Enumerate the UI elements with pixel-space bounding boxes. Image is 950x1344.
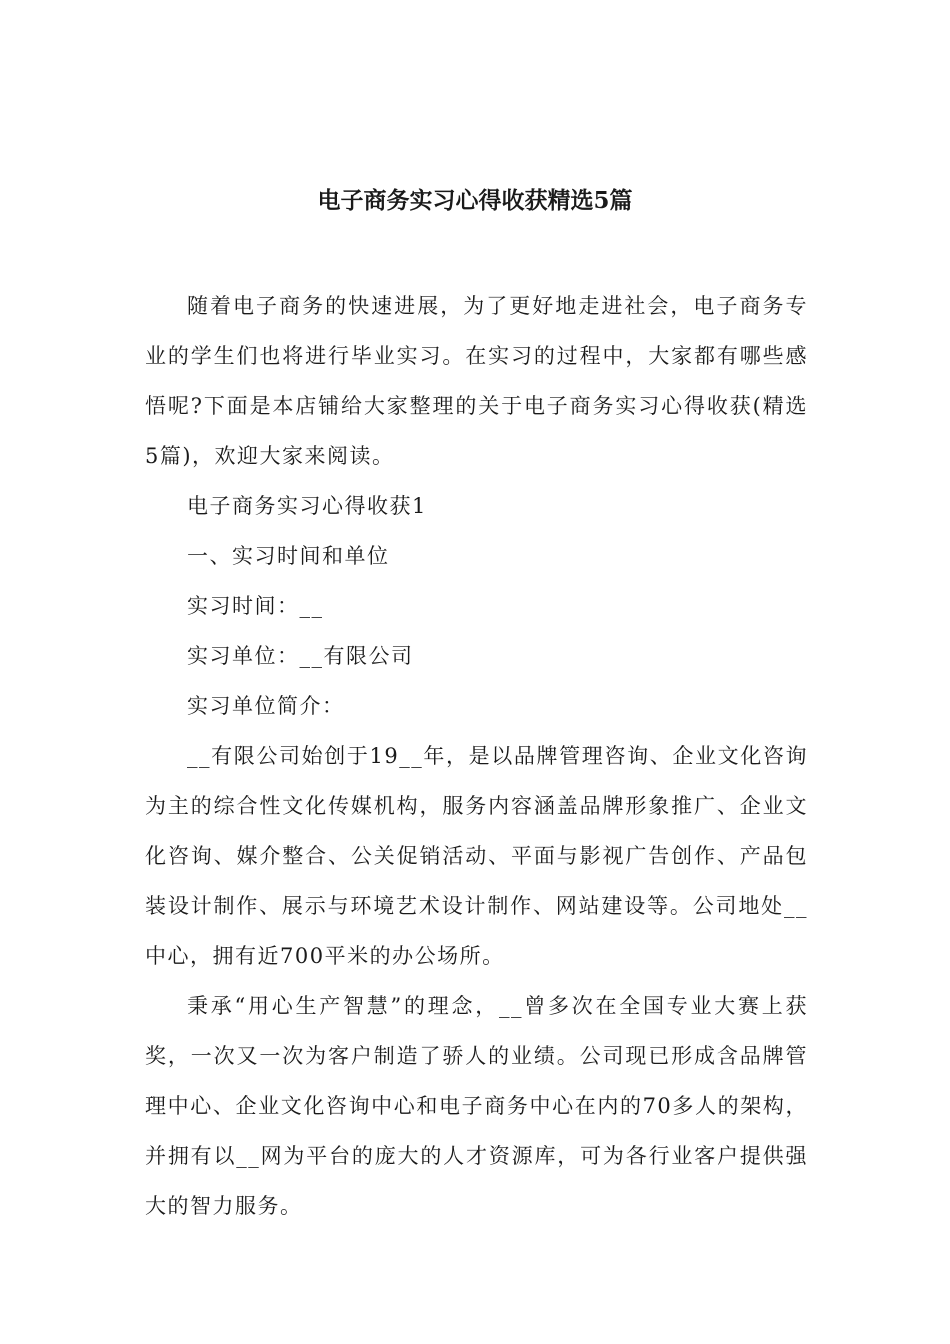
company-description: __有限公司始创于19__年，是以品牌管理咨询、企业文化咨询为主的综合性文化传媒机构，服务内容涵盖品牌形象推广、企业文化咨询、媒介整合、公关促销活动、平面与影视广告创作、产品包装设计制作、展示与环境艺术设计制作、网站建设等。公司地处__中心，拥有近700平米的办公场所。: [145, 744, 808, 968]
internship-time: 实习时间：__: [187, 594, 324, 618]
unit-intro-label: 实习单位简介：: [187, 694, 345, 718]
section-heading: 电子商务实习心得收获1: [187, 494, 427, 518]
subsection-heading: 一、实习时间和单位: [187, 544, 390, 568]
company-philosophy: 秉承“用心生产智慧”的理念，__曾多次在全国专业大赛上获奖，一次又一次为客户制造了骄人的业绩。公司现已形成含品牌管理中心、企业文化咨询中心和电子商务中心在内的70多人的架构，并拥有以__网为平台的庞大的人才资源库，可为各行业客户提供强大的智力服务。: [145, 994, 808, 1218]
document-body: [145, 281, 808, 1231]
intro-paragraph: 随着电子商务的快速进展，为了更好地走进社会，电子商务专业的学生们也将进行毕业实习。在实习的过程中，大家都有哪些感悟呢?下面是本店铺给大家整理的关于电子商务实习心得收获(精选5篇)，欢迎大家来阅读。: [145, 294, 808, 468]
document-title: 电子商务实习心得收获精选5篇: [317, 187, 633, 214]
internship-unit: 实习单位：__有限公司: [187, 644, 414, 668]
